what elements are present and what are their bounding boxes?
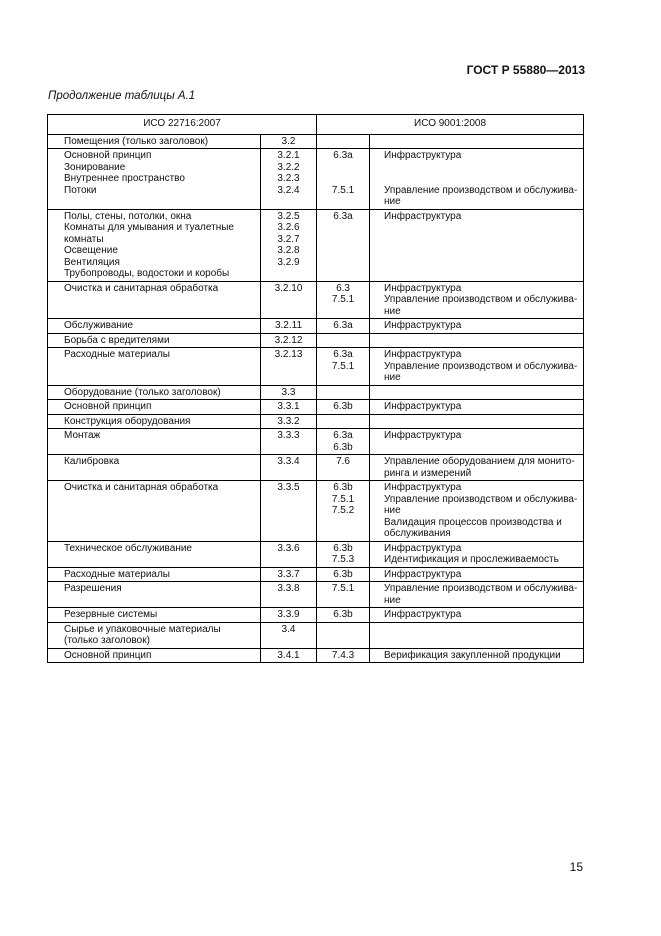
iso22716-item: Трубопроводы, водостоки и коробы (64, 268, 230, 279)
iso22716-clause: 3.2.10 (274, 282, 303, 294)
iso22716-clause: 3.2.13 (274, 349, 303, 360)
iso22716-clause: 3.2.8 (277, 245, 300, 256)
iso22716-clause: 3.2.6 (277, 222, 300, 233)
iso9001-clause-cell (317, 608, 370, 623)
table-row (48, 608, 584, 623)
iso22716-clause-cell (261, 567, 317, 582)
iso9001-clause-cell (317, 541, 370, 567)
iso9001-clause (320, 173, 366, 185)
iso9001-item: Управление производством и обслужива-ние (384, 583, 578, 606)
iso22716-item-cell (48, 385, 261, 400)
iso22716-item-cell (48, 134, 261, 149)
iso22716-item: Монтаж (64, 430, 101, 441)
iso9001-clause (320, 136, 366, 148)
iso22716-item: Оборудование (только заголовок) (64, 386, 221, 398)
iso22716-clause-cell (261, 622, 317, 648)
iso22716-item-cell (48, 348, 261, 386)
table-row (48, 622, 584, 648)
iso22716-clause-cell (261, 429, 317, 455)
iso9001-clause (320, 416, 366, 428)
iso22716-clause: 3.3 (281, 386, 296, 398)
table-row (48, 648, 584, 663)
iso22716-item: Зонирование (64, 161, 126, 173)
iso9001-clause-cell (317, 333, 370, 348)
iso9001-clause: 6.3b (333, 401, 353, 412)
iso9001-item: Инфраструктура (384, 542, 462, 554)
iso22716-item: Освещение (64, 245, 118, 256)
iso22716-item: Калибровка (64, 456, 120, 467)
iso9001-clause-cell (317, 319, 370, 334)
iso22716-item-cell (48, 400, 261, 415)
iso9001-item-cell (370, 400, 584, 415)
iso9001-item (384, 136, 580, 148)
table-row (48, 209, 584, 281)
iso9001-clause: 7.5.1 (331, 360, 355, 372)
iso9001-item: Верификация закупленной продукции (384, 649, 561, 661)
iso9001-item-cell (370, 567, 584, 582)
iso9001-clause: 6.3а (333, 430, 353, 441)
iso22716-clause: 3.2.2 (277, 161, 300, 173)
iso9001-clause-cell (317, 348, 370, 386)
iso22716-item: Обслуживание (64, 320, 134, 331)
iso9001-clause-cell (317, 481, 370, 542)
iso22716-clause-cell (261, 648, 317, 663)
iso22716-clause-cell (261, 541, 317, 567)
iso22716-item: Резервные системы (64, 609, 158, 620)
iso22716-item: Комнаты для умывания и туалетные комнаты (64, 222, 234, 245)
iso9001-item-cell (370, 149, 584, 210)
iso9001-clause: 6.3а (333, 210, 353, 222)
iso9001-item-cell (370, 333, 584, 348)
iso9001-item-cell (370, 582, 584, 608)
iso22716-clause-cell (261, 400, 317, 415)
iso9001-item-cell (370, 134, 584, 149)
iso22716-clause: 3.3.5 (277, 482, 300, 493)
iso9001-clause-cell (317, 414, 370, 429)
iso22716-clause: 3.2.12 (274, 334, 303, 346)
iso9001-clause (320, 624, 366, 636)
iso22716-clause-cell (261, 582, 317, 608)
iso9001-clause: 7.5.1 (331, 583, 355, 594)
iso9001-item: Управление производством и обслужива-ние (384, 493, 578, 516)
table-row (48, 134, 584, 149)
iso22716-item-cell (48, 429, 261, 455)
iso22716-clause-cell (261, 281, 317, 319)
iso9001-item: Управление оборудованием для монито-ринга и измерений (384, 456, 575, 479)
table-row (48, 333, 584, 348)
iso9001-item: Управление производством и обслужива-ние (384, 360, 578, 383)
iso22716-clause: 3.4.1 (277, 649, 300, 661)
iso22716-clause-cell (261, 385, 317, 400)
table-row (48, 319, 584, 334)
table-row (48, 481, 584, 542)
iso9001-clause: 6.3b (333, 609, 353, 620)
iso9001-item: Инфраструктура (384, 150, 462, 161)
iso9001-clause: 7.6 (336, 456, 350, 467)
iso22716-item-cell (48, 149, 261, 210)
iso22716-clause: 3.3.4 (277, 456, 300, 467)
table-row (48, 429, 584, 455)
iso22716-clause-cell (261, 333, 317, 348)
iso9001-clause: 6.3b (333, 542, 353, 554)
iso9001-clause-cell (317, 582, 370, 608)
iso9001-item: Идентификация и прослеживаемость (384, 554, 559, 565)
iso22716-clause: 3.2.3 (277, 173, 300, 184)
iso9001-item-cell (370, 281, 584, 319)
iso22716-clause: 3.3.1 (277, 401, 300, 412)
iso9001-item (384, 173, 580, 185)
iso22716-item-cell (48, 648, 261, 663)
iso9001-item: Инфраструктура (384, 609, 462, 620)
iso22716-item: Очистка и санитарная обработка (64, 282, 219, 294)
iso22716-item: Основной принцип (64, 649, 152, 661)
iso22716-item: Техническое обслуживание (64, 542, 192, 554)
iso22716-clause-cell (261, 348, 317, 386)
iso22716-item-cell (48, 319, 261, 334)
table-row (48, 541, 584, 567)
iso22716-item-cell (48, 582, 261, 608)
table-header-row (48, 115, 584, 135)
iso9001-clause: 7.5.2 (331, 505, 355, 516)
iso9001-item-cell (370, 481, 584, 542)
correspondence-table (47, 114, 584, 663)
iso9001-clause: 6.3а (333, 150, 353, 161)
iso22716-item: Расходные материалы (64, 568, 170, 580)
iso9001-item: Инфраструктура (384, 320, 462, 331)
iso22716-clause: 3.2 (281, 135, 296, 147)
iso22716-item-cell (48, 333, 261, 348)
iso9001-item-cell (370, 348, 584, 386)
iso9001-item (384, 162, 580, 174)
header-iso9001: ИСО 9001:2008 (317, 115, 584, 135)
iso9001-clause: 6.3 (336, 282, 350, 294)
iso22716-item: Помещения (только заголовок) (64, 135, 209, 147)
iso22716-clause: 3.3.8 (277, 583, 300, 594)
iso22716-item-cell (48, 481, 261, 542)
standard-number: ГОСТ Р 55880—2013 (466, 63, 585, 77)
iso22716-item: Сырье и упаковочные материалы (только заголовок) (64, 623, 221, 646)
iso22716-item: Разрешения (64, 583, 122, 594)
iso22716-clause-cell (261, 414, 317, 429)
iso9001-clause-cell (317, 648, 370, 663)
iso9001-item: Управление производством и обслужива-ние (384, 184, 578, 207)
table-row (48, 567, 584, 582)
iso22716-clause: 3.2.7 (277, 233, 300, 245)
iso9001-item: Инфраструктура (384, 482, 462, 493)
table-row (48, 149, 584, 210)
iso9001-item: Инфраструктура (384, 568, 462, 580)
iso9001-item-cell (370, 608, 584, 623)
iso22716-clause: 3.2.1 (277, 150, 300, 161)
iso9001-clause (320, 387, 366, 399)
iso9001-clause-cell (317, 149, 370, 210)
page-number: 15 (569, 860, 583, 874)
iso9001-item-cell (370, 414, 584, 429)
iso22716-item: Основной принцип (64, 150, 152, 161)
iso9001-item: Валидация процессов производства и обслуживания (384, 516, 562, 539)
iso9001-item-cell (370, 541, 584, 567)
iso22716-clause-cell (261, 455, 317, 481)
iso22716-item: Внутреннее пространство (64, 173, 185, 184)
iso9001-clause: 6.3b (333, 482, 353, 493)
table-row (48, 385, 584, 400)
iso9001-item-cell (370, 209, 584, 281)
iso9001-item (384, 387, 580, 399)
iso22716-clause: 3.3.2 (277, 415, 300, 427)
iso9001-item (384, 335, 580, 347)
iso22716-item: Очистка и санитарная обработка (64, 482, 219, 493)
iso22716-clause-cell (261, 134, 317, 149)
table-row (48, 281, 584, 319)
iso22716-item-cell (48, 414, 261, 429)
iso22716-item-cell (48, 622, 261, 648)
iso9001-clause: 6.3b (333, 568, 353, 580)
iso9001-item: Инфраструктура (384, 282, 462, 294)
iso22716-clause-cell (261, 481, 317, 542)
iso9001-item (384, 416, 580, 428)
iso22716-item: Борьба с вредителями (64, 334, 170, 346)
iso9001-item-cell (370, 429, 584, 455)
iso22716-clause: 3.3.6 (277, 542, 300, 554)
iso22716-clause-cell (261, 149, 317, 210)
iso22716-item-cell (48, 281, 261, 319)
iso9001-item (384, 624, 580, 636)
iso9001-clause: 7.4.3 (331, 649, 355, 661)
iso22716-clause: 3.2.4 (277, 184, 300, 196)
iso22716-clause-cell (261, 209, 317, 281)
iso9001-clause (320, 335, 366, 347)
iso9001-clause-cell (317, 209, 370, 281)
iso9001-item: Инфраструктура (384, 401, 462, 412)
iso22716-clause-cell (261, 608, 317, 623)
iso9001-clause-cell (317, 622, 370, 648)
header-iso22716: ИСО 22716:2007 (48, 115, 317, 135)
iso22716-clause: 3.2.5 (277, 210, 300, 222)
iso22716-clause: 3.3.7 (277, 568, 300, 580)
iso9001-clause-cell (317, 429, 370, 455)
iso9001-clause: 7.5.3 (331, 554, 355, 565)
iso22716-item: Основной принцип (64, 401, 152, 412)
table-row (48, 455, 584, 481)
iso22716-item: Полы, стены, потолки, окна (64, 210, 192, 222)
iso9001-item-cell (370, 455, 584, 481)
iso9001-item-cell (370, 385, 584, 400)
iso9001-clause-cell (317, 134, 370, 149)
iso9001-clause: 7.5.1 (331, 294, 355, 305)
iso22716-item-cell (48, 455, 261, 481)
iso9001-clause-cell (317, 455, 370, 481)
iso22716-clause-cell (261, 319, 317, 334)
table-row (48, 582, 584, 608)
iso9001-item-cell (370, 622, 584, 648)
iso22716-clause: 3.2.11 (274, 320, 303, 331)
iso9001-item-cell (370, 648, 584, 663)
iso22716-item: Конструкция оборудования (64, 415, 191, 427)
iso9001-clause-cell (317, 567, 370, 582)
table-row (48, 348, 584, 386)
iso9001-clause: 7.5.1 (331, 493, 355, 505)
iso9001-item: Инфраструктура (384, 430, 462, 441)
table-row (48, 414, 584, 429)
iso9001-item: Инфраструктура (384, 210, 462, 222)
iso9001-item: Инфраструктура (384, 349, 462, 360)
iso9001-clause: 6.3b (333, 441, 353, 453)
iso22716-item-cell (48, 567, 261, 582)
table-row (48, 400, 584, 415)
iso9001-item-cell (370, 319, 584, 334)
iso22716-item: Вентиляция (64, 256, 120, 268)
iso22716-clause: 3.2.9 (277, 256, 300, 268)
iso22716-clause: 3.4 (281, 623, 296, 635)
iso9001-clause-cell (317, 281, 370, 319)
iso22716-item: Потоки (64, 184, 97, 196)
iso9001-clause-cell (317, 385, 370, 400)
iso22716-item: Расходные материалы (64, 349, 170, 360)
iso9001-clause: 6.3а (333, 320, 353, 331)
iso9001-clause: 6.3а (333, 349, 353, 360)
iso22716-clause: 3.3.3 (277, 430, 300, 441)
iso9001-clause (320, 162, 366, 174)
iso22716-item-cell (48, 209, 261, 281)
iso9001-clause: 7.5.1 (331, 184, 355, 196)
iso9001-item: Управление производством и обслужива-ние (384, 294, 578, 317)
table-caption: Продолжение таблицы А.1 (48, 90, 196, 102)
iso22716-item-cell (48, 608, 261, 623)
iso9001-clause-cell (317, 400, 370, 415)
iso22716-item-cell (48, 541, 261, 567)
iso22716-clause: 3.3.9 (277, 609, 300, 620)
